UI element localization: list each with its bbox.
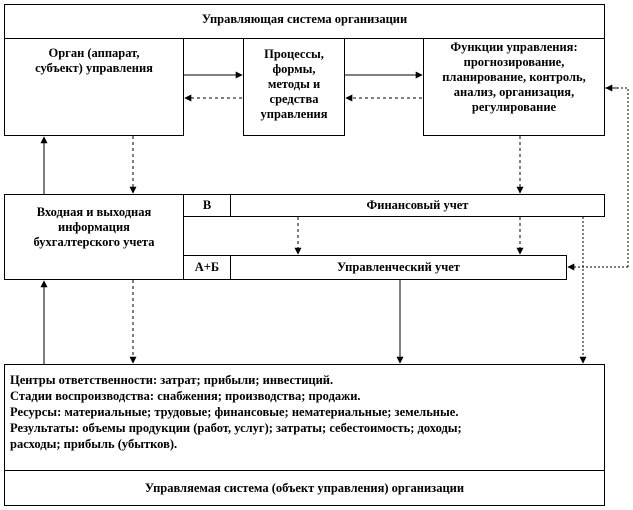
label-b: В [202, 198, 212, 212]
management-functions-line: анализ, организация, [453, 85, 575, 99]
results-line-continued: расходы; прибыль (убытков). [10, 437, 178, 451]
label-ab: А+Б [194, 260, 220, 274]
management-organ-line: Орган (аппарат, [48, 46, 140, 60]
processes-line: управления [260, 107, 328, 121]
accounting-info-line: Входная и выходная [36, 205, 152, 219]
resources-line: Ресурсы: материальные; трудовые; финансовые; нематериальные; земельные. [10, 405, 459, 419]
financial-accounting-label: Финансовый учет [366, 198, 469, 212]
managed-system-title: Управляемая система (объект управления) организации [144, 481, 465, 495]
processes-line: Процессы, [264, 47, 324, 61]
processes-line: средства [269, 92, 319, 106]
reproduction-stages-line: Стадии воспроизводства: снабжения; производства; продажи. [10, 389, 361, 403]
management-organ-line: субъект) управления [35, 61, 153, 75]
responsibility-centers-line: Центры ответственности: затрат; прибыли; инвестиций. [10, 373, 334, 387]
managing-system-title: Управляющая система организации [201, 12, 408, 26]
management-functions-line: планирование, контроль, [442, 70, 586, 84]
results-line: Результаты: объемы продукции (работ, услуг); затраты; себестоимость; доходы; [10, 421, 462, 435]
management-functions-line: Функции управления: [450, 40, 578, 54]
loop-functions-to-management [605, 88, 628, 267]
management-functions-line: регулирование [471, 100, 557, 114]
accounting-info-line: информация [58, 220, 130, 234]
processes-line: формы, [272, 62, 316, 76]
accounting-info-line: бухгалтерского учета [33, 235, 155, 249]
processes-line: методы и [267, 77, 321, 91]
management-functions-line: прогнозирование, [463, 55, 565, 69]
management-accounting-label: Управленческий учет [337, 260, 460, 274]
